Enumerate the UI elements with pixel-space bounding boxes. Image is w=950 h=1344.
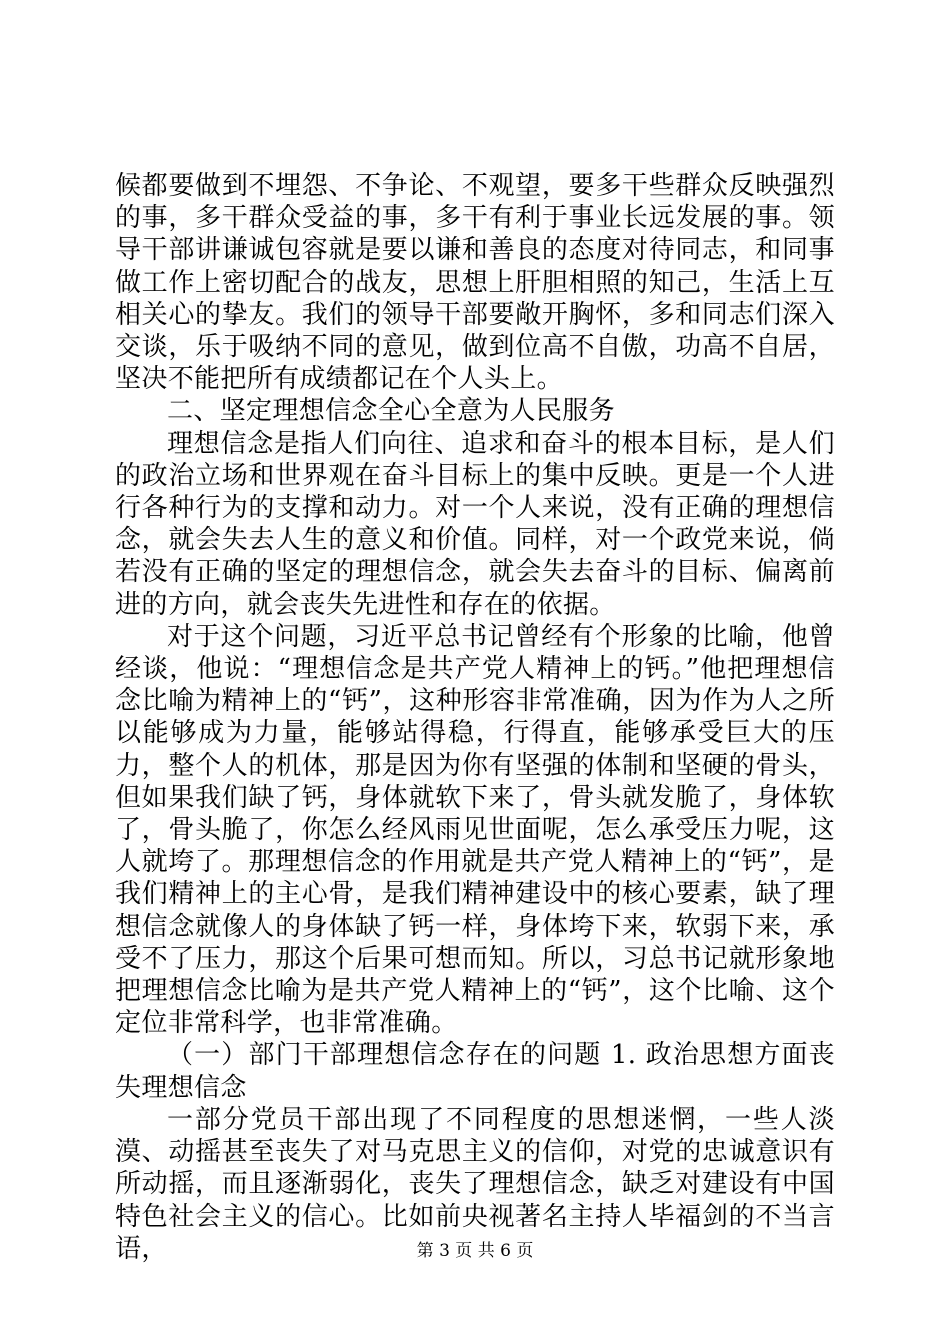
paragraph-calcium-metaphor: 对于这个问题，习近平总书记曾经有个形象的比喻，他曾经谈，他说：“理想信念是共产党人精神上的钙。”他把理想信念比喻为精神上的“钙”，这种形容非常准确，因为作为人之所以能够成为力量，能够站得稳，行得直，能够承受巨大的压力，整个人的机体，那是因为你有坚强的体制和坚硬的骨头，但如果我们缺了钙，身体就软下来了，骨头就发脆了，身体软了，骨头脆了，你怎么经风雨见世面呢，怎么承受压力呢，这人就垮了。那理想信念的作用就是共产党人精神上的“钙”，是我们精神上的主心骨，是我们精神建设中的核心要素，缺了理想信念就像人的身体缺了钙一样，身体垮下来，软弱下来，承受不了压力，那这个后果可想而知。所以，习总书记就形象地把理想信念比喻为是共产党人精神上的“钙”，这个比喻、这个定位非常科学，也非常准确。 xyxy=(115,621,835,1039)
subsection-heading-1: （一）部门干部理想信念存在的问题 1. 政治思想方面丧失理想信念 xyxy=(115,1040,835,1103)
paragraph-problems: 一部分党员干部出现了不同程度的思想迷惘，一些人淡漠、动摇甚至丧失了对马克思主义的信仰，对党的忠诚意识有所动摇，而且逐渐弱化，丧失了理想信念，缺乏对建设有中国特色社会主义的信心。比如前央视著名主持人毕福剑的不当言语， xyxy=(115,1104,835,1264)
page-number-label: 第 3 页 共 6 页 xyxy=(416,1241,534,1261)
paragraph-ideals-definition: 理想信念是指人们向往、追求和奋斗的根本目标，是人们的政治立场和世界观在奋斗目标上的集中反映。更是一个人进行各种行为的支撑和动力。对一个人来说，没有正确的理想信念，就会失去人生的意义和价值。同样，对一个政党来说，倘若没有正确的坚定的理想信念，就会失去奋斗的目标、偏离前进的方向，就会丧失先进性和存在的依据。 xyxy=(115,428,835,620)
document-body xyxy=(115,170,835,1265)
paragraph-1: 候都要做到不埋怨、不争论、不观望，要多干些群众反映强烈的事，多干群众受益的事，多干有利于事业长远发展的事。领导干部讲谦诚包容就是要以谦和善良的态度对待同志，和同事做工作上密切配合的战友，思想上肝胆相照的知己，生活上互相关心的挚友。我们的领导干部要敞开胸怀，多和同志们深入交谈，乐于吸纳不同的意见，做到位高不自傲，功高不自居，坚决不能把所有成绩都记在个人头上。 xyxy=(115,171,835,395)
section-heading-2: 二、坚定理想信念全心全意为人民服务 xyxy=(167,396,615,427)
page-footer xyxy=(0,1241,950,1261)
